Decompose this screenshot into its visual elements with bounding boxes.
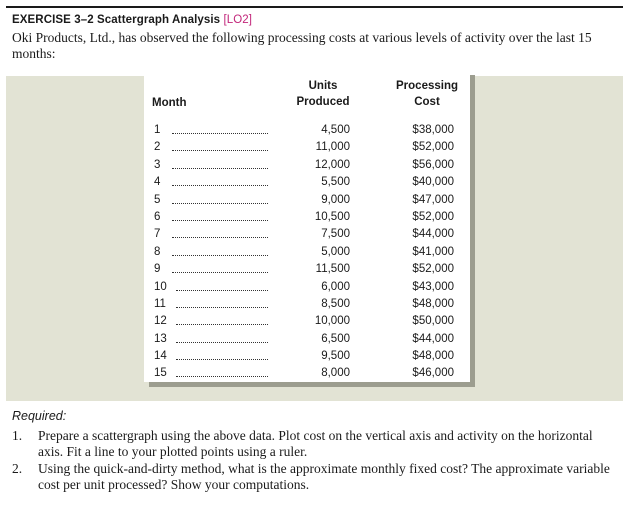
data-table	[144, 70, 470, 382]
month-cell: 3	[154, 158, 161, 171]
table-row	[144, 365, 470, 382]
units-cell: 5,500	[321, 176, 350, 189]
leader-dots	[172, 220, 268, 221]
units-cell: 9,500	[321, 350, 350, 363]
exercise-title-text: EXERCISE 3–2 Scattergraph Analysis	[12, 14, 221, 26]
cost-cell: $50,000	[412, 315, 454, 328]
cost-cell: $44,000	[412, 332, 454, 345]
leader-dots	[176, 324, 268, 325]
units-cell: 6,500	[321, 332, 350, 345]
leader-dots	[172, 168, 268, 169]
table-row	[144, 279, 470, 296]
col-header-units	[292, 78, 354, 110]
table-row	[144, 348, 470, 365]
item-text: Using the quick-and-dirty method, what is the approximate monthly fixed cost? The approximate variable cost per unit processed? Show your computations.	[38, 461, 610, 492]
units-cell: 10,500	[314, 210, 350, 223]
leader-dots	[176, 290, 268, 291]
leader-dots	[176, 307, 268, 308]
table-row	[144, 122, 470, 139]
leader-dots	[172, 237, 268, 238]
col-header-cost-line2: Cost	[414, 96, 440, 108]
table-row	[144, 261, 470, 278]
cost-cell: $44,000	[412, 228, 454, 241]
month-cell: 13	[154, 332, 167, 345]
month-cell: 2	[154, 141, 161, 154]
cost-cell: $41,000	[412, 245, 454, 258]
leader-dots	[172, 203, 268, 204]
month-cell: 7	[154, 228, 161, 241]
table-row	[144, 174, 470, 191]
cost-cell: $56,000	[412, 158, 454, 171]
month-cell: 15	[154, 367, 167, 380]
leader-dots	[176, 342, 268, 343]
item-number: 1.	[12, 428, 23, 443]
month-cell: 8	[154, 245, 161, 258]
cost-cell: $52,000	[412, 141, 454, 154]
table-row	[144, 296, 470, 313]
units-cell: 10,000	[314, 315, 350, 328]
exercise-description: Oki Products, Ltd., has observed the following processing costs at various levels of activity over the last 15 months:	[12, 30, 592, 61]
cost-cell: $40,000	[412, 176, 454, 189]
units-cell: 12,000	[314, 158, 350, 171]
table-row	[144, 139, 470, 156]
units-cell: 6,000	[321, 280, 350, 293]
cost-cell: $43,000	[412, 280, 454, 293]
units-cell: 4,500	[321, 124, 350, 136]
table-row	[144, 157, 470, 174]
item-text: Prepare a scattergraph using the above data. Plot cost on the vertical axis and activity on the horizontal axis. Fit a line to your plotted points using a ruler.	[38, 428, 593, 459]
required-label: Required:	[12, 409, 67, 423]
cost-cell: $48,000	[412, 297, 454, 310]
cost-cell: $47,000	[412, 193, 454, 206]
month-cell: 4	[154, 176, 161, 189]
leader-dots	[176, 359, 268, 360]
units-cell: 11,000	[315, 141, 350, 154]
table-row	[144, 313, 470, 330]
cost-cell: $52,000	[412, 210, 454, 223]
cost-cell: $38,000	[412, 124, 454, 136]
table-row	[144, 209, 470, 226]
table-body	[144, 122, 470, 383]
leader-dots	[172, 185, 268, 186]
month-cell: 14	[154, 350, 167, 363]
month-cell: 5	[154, 193, 161, 206]
units-cell: 5,000	[321, 245, 350, 258]
units-cell: 8,500	[321, 297, 350, 310]
required-section	[6, 401, 623, 518]
cost-cell: $48,000	[412, 350, 454, 363]
units-cell: 11,500	[315, 263, 350, 276]
leader-dots	[176, 376, 268, 377]
leader-dots	[172, 255, 268, 256]
table-row	[144, 244, 470, 261]
cost-cell: $52,000	[412, 263, 454, 276]
exercise-title	[12, 14, 252, 26]
units-cell: 7,500	[321, 228, 350, 241]
units-cell: 8,000	[321, 367, 350, 380]
month-cell: 9	[154, 263, 161, 276]
leader-dots	[172, 133, 268, 134]
exercise-header	[6, 6, 623, 76]
month-cell: 1	[154, 124, 161, 136]
month-cell: 12	[154, 315, 167, 328]
leader-dots	[172, 150, 268, 151]
learning-objective-tag: [LO2]	[223, 14, 253, 26]
table-row	[144, 192, 470, 209]
table-row	[144, 226, 470, 243]
units-cell: 9,000	[321, 193, 350, 206]
leader-dots	[172, 272, 268, 273]
col-header-month: Month	[152, 97, 187, 109]
col-header-units-line2: Produced	[296, 96, 350, 108]
exercise-frame	[6, 6, 623, 518]
table-row	[144, 331, 470, 348]
month-cell: 6	[154, 210, 161, 223]
col-header-units-line1: Units	[308, 80, 338, 92]
month-cell: 11	[154, 297, 166, 310]
col-header-cost	[382, 78, 472, 110]
month-cell: 10	[154, 280, 167, 293]
cost-cell: $46,000	[412, 367, 454, 380]
col-header-cost-line1: Processing	[396, 80, 458, 92]
item-number: 2.	[12, 461, 23, 476]
